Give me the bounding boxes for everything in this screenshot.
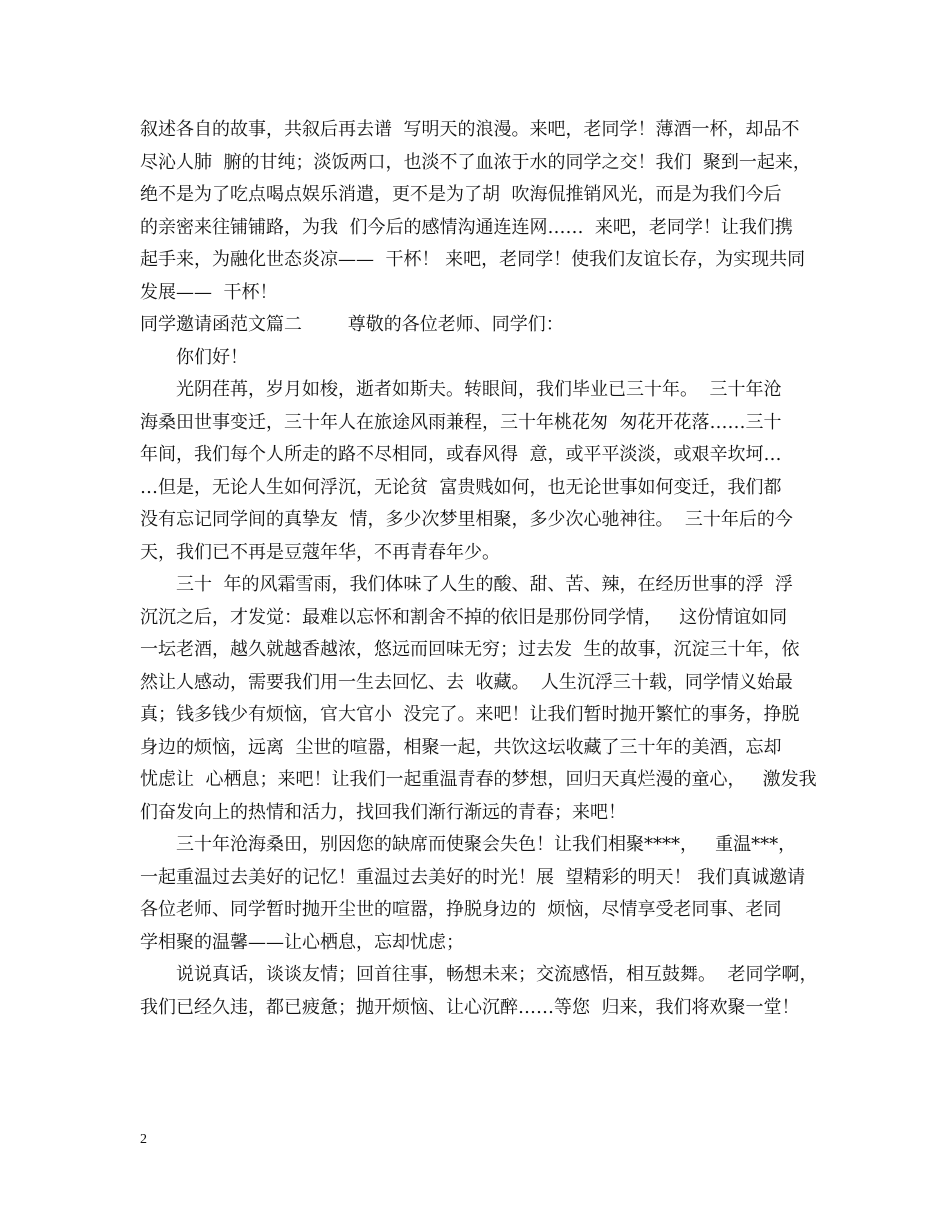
text-line: 尽沁人肺 腑的甘纯；淡饭两口，也淡不了血浓于水的同学之交！我们 聚到一起来，: [140, 151, 811, 173]
text-line: 身边的烦恼，远离 尘世的喧嚣，相聚一起，共饮这坛收藏了三十年的美酒，忘却: [140, 736, 782, 758]
text-line: 发展—— 干杯！: [140, 281, 278, 303]
page-number: 2: [140, 1132, 147, 1147]
text-line: 忧虑让 心栖息；来吧！让我们一起重温青春的梦想，回归天真烂漫的童心， 激发我: [140, 769, 817, 790]
text-line: 年间，我们每个人所走的路不尽相同，或春风得 意，或平平淡淡，或艰辛坎坷…: [140, 444, 782, 465]
text-line: …但是，无论人生如何浮沉，无论贫 富贵贱如何，也无论世事如何变迁，我们都: [140, 476, 782, 498]
text-line: 学相聚的温馨——让心栖息，忘却忧虑；: [140, 931, 464, 953]
text-line: 我们已经久违，都已疲惫；抛开烦恼、让心沉醉……等您 归来，我们将欢聚一堂！: [140, 996, 800, 1018]
text-line: 一坛老酒，越久就越香越浓，悠远而回味无穷；过去发 生的故事，沉淀三十年，依: [140, 639, 800, 660]
text-line: 真；钱多钱少有烦恼，官大官小 没完了。来吧！让我们暂时抛开繁忙的事务，挣脱: [140, 704, 800, 725]
document-body: [140, 114, 818, 1024]
text-line: 海桑田世事变迁，三十年人在旅途风雨兼程，三十年桃花匆 匆花开花落……三十: [140, 411, 782, 433]
text-line: 们奋发向上的热情和活力，找回我们渐行渐远的青春；来吧！: [140, 801, 626, 823]
text-line: 天，我们已不再是豆蔻年华，不再青春年少。: [140, 541, 500, 563]
text-line: 说说真话，谈谈友情；回首往事，畅想未来；交流感悟，相互鼓舞。 老同学啊，: [176, 964, 818, 985]
text-line: 然让人感动，需要我们用一生去回忆、去 收藏。 人生沉浮三十载，同学情义始最: [140, 671, 793, 693]
text-line: 一起重温过去美好的记忆！重温过去美好的时光！展 望精彩的明天！ 我们真诚邀请: [140, 866, 806, 888]
text-line: 光阴荏苒，岁月如梭，逝者如斯夫。转眼间，我们毕业已三十年。 三十年沧: [176, 379, 782, 400]
text-line: 你们好！: [176, 346, 248, 368]
text-line: 绝不是为了吃点喝点娱乐消遣，更不是为了胡 吹海侃推销风光，而是为我们今后: [140, 184, 782, 205]
text-line: 三十年沧海桑田，别因您的缺席而使聚会失色！让我们相聚****， 重温***，: [176, 834, 797, 855]
text-line: 的亲密来往铺铺路，为我 们今后的感情沟通连连网…… 来吧，老同学！让我们携: [140, 216, 793, 238]
text-line: 起手来，为融化世态炎凉—— 干杯！ 来吧，老同学！使我们友谊长存，为实现共同: [140, 249, 806, 270]
text-line: 叙述各自的故事，共叙后再去谱 写明天的浪漫。来吧，老同学！薄酒一杯，却品不: [140, 119, 800, 140]
section-heading-line: 同学邀请函范文篇二 尊敬的各位老师、同学们：: [140, 314, 564, 335]
text-line: 沉沉之后，才发觉：最难以忘怀和割舍不掉的依旧是那份同学情， 这份情谊如同: [140, 606, 788, 628]
text-line: 各位老师、同学暂时抛开尘世的喧嚣，挣脱身边的 烦恼，尽情享受老同事、老同: [140, 899, 782, 920]
text-line: 没有忘记同学间的真挚友 情，多少次梦里相聚，多少次心驰神往。 三十年后的今: [140, 509, 793, 530]
text-line: 三十 年的风霜雪雨，我们体味了人生的酸、甜、苦、辣，在经历世事的浮 浮: [176, 574, 793, 595]
